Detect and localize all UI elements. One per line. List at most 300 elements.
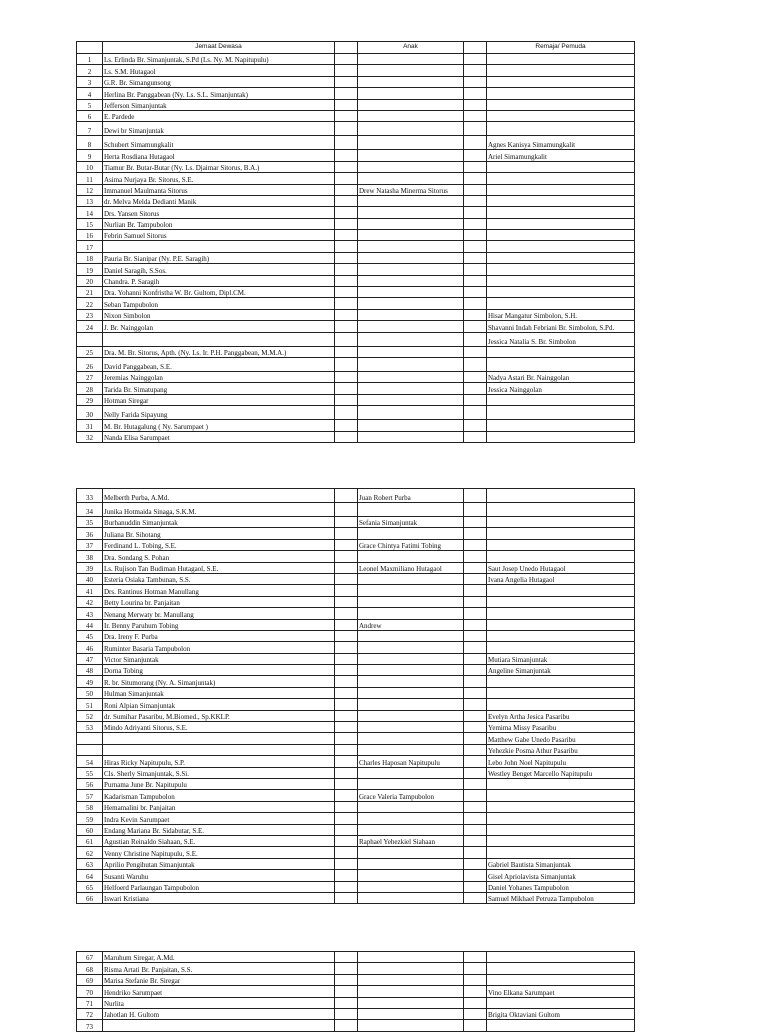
jemaat-dewasa-cell: Jefferson Simanjuntak (103, 99, 335, 110)
gap-cell (464, 88, 487, 99)
anak-cell (358, 241, 464, 252)
jemaat-dewasa-cell (103, 241, 335, 252)
remaja-pemuda-cell: Hisar Mangatur Simbolon, S.H. (487, 309, 635, 320)
table-row (77, 767, 635, 778)
row-number: 4 (77, 88, 103, 99)
table-row (77, 687, 635, 698)
table-row (77, 608, 635, 619)
gap-cell (464, 241, 487, 252)
jemaat-dewasa-cell: Dra. Yohanni Konfristha W. Br. Gultom, Dipl.CM. (103, 287, 335, 298)
table-row (77, 1020, 635, 1031)
jemaat-dewasa-cell (103, 733, 335, 744)
remaja-pemuda-cell (487, 65, 635, 76)
row-number: 63 (77, 858, 103, 869)
gap-cell (335, 630, 358, 641)
anak-cell (358, 252, 464, 263)
remaja-pemuda-cell (487, 539, 635, 550)
gap-cell (335, 264, 358, 275)
table-row (77, 371, 635, 382)
table-row (77, 230, 635, 241)
gap-cell (464, 551, 487, 562)
gap-cell (335, 65, 358, 76)
table-row (77, 952, 635, 963)
table-row (77, 1008, 635, 1019)
table-row (77, 881, 635, 892)
gap-cell (335, 122, 358, 136)
row-number: 30 (77, 406, 103, 420)
gap-cell (464, 275, 487, 286)
table-row (77, 298, 635, 309)
remaja-pemuda-cell (487, 161, 635, 172)
anak-cell (358, 503, 464, 517)
anak-cell: Raphael Yehezkiel Siahaan (358, 835, 464, 846)
gap-cell (335, 892, 358, 903)
anak-cell (358, 371, 464, 382)
jemaat-dewasa-cell: Marisa Stefanie Br. Siregar (103, 974, 335, 985)
remaja-pemuda-cell (487, 974, 635, 985)
remaja-pemuda-cell: Gabriel Bautista Simanjuntak (487, 858, 635, 869)
anak-cell: Drew Natasha Minerma Sitorus (358, 184, 464, 195)
table-row (77, 489, 635, 503)
header-jemaat-dewasa: Jemaat Dewasa (103, 42, 335, 54)
row-number: 2 (77, 65, 103, 76)
anak-cell (358, 1008, 464, 1019)
gap-cell (464, 298, 487, 309)
table-row (77, 744, 635, 755)
gap-cell (335, 997, 358, 1008)
jemaat-dewasa-cell: Dra. Sondang S. Pohan (103, 551, 335, 562)
jemaat-dewasa-cell: Junika Hotmaida Sinaga, S.K.M. (103, 503, 335, 517)
remaja-pemuda-cell (487, 687, 635, 698)
remaja-pemuda-cell (487, 699, 635, 710)
gap-cell (464, 974, 487, 985)
table-row (77, 997, 635, 1008)
jemaat-dewasa-cell: Victor Simanjuntak (103, 653, 335, 664)
anak-cell (358, 573, 464, 584)
row-number: 39 (77, 562, 103, 573)
anak-cell (358, 383, 464, 394)
gap-cell (335, 275, 358, 286)
jemaat-dewasa-cell: Juliana Br. Sihotang (103, 528, 335, 539)
remaja-pemuda-cell: Jessica Nainggolan (487, 383, 635, 394)
anak-cell (358, 733, 464, 744)
remaja-pemuda-cell (487, 287, 635, 298)
gap-cell (464, 54, 487, 65)
gap-cell (464, 676, 487, 687)
remaja-pemuda-cell (487, 619, 635, 630)
gap-cell (335, 371, 358, 382)
gap-cell (464, 76, 487, 87)
row-number: 69 (77, 974, 103, 985)
row-number: 43 (77, 608, 103, 619)
row-number: 17 (77, 241, 103, 252)
row-number: 45 (77, 630, 103, 641)
jemaat-dewasa-cell (103, 744, 335, 755)
jemaat-dewasa-cell: Ruminter Basaria Tampubolon (103, 642, 335, 653)
remaja-pemuda-cell (487, 357, 635, 371)
anak-cell (358, 813, 464, 824)
gap-cell (335, 835, 358, 846)
gap-cell (335, 88, 358, 99)
gap-cell (464, 357, 487, 371)
header-remaja-pemuda: Remaja/ Pemuda (487, 42, 635, 54)
table-row (77, 665, 635, 676)
table-row (77, 122, 635, 136)
row-number: 49 (77, 676, 103, 687)
jemaat-dewasa-cell: Ls. Rujison Tan Budiman Hutagaol, S.E. (103, 562, 335, 573)
row-number: 10 (77, 161, 103, 172)
row-number: 68 (77, 963, 103, 974)
remaja-pemuda-cell: Mutiara Simanjuntak (487, 653, 635, 664)
gap-cell (335, 394, 358, 405)
gap-cell (464, 963, 487, 974)
member-table-2 (76, 488, 635, 904)
table-row (77, 974, 635, 985)
row-number: 59 (77, 813, 103, 824)
anak-cell (358, 346, 464, 357)
table-row (77, 551, 635, 562)
gap-cell (335, 778, 358, 789)
anak-cell (358, 596, 464, 607)
gap-cell (464, 161, 487, 172)
remaja-pemuda-cell (487, 1020, 635, 1031)
jemaat-dewasa-cell: Jeremias Nainggolan (103, 371, 335, 382)
remaja-pemuda-cell: Shavanni Indah Febriani Br. Simbolon, S.Pd. (487, 321, 635, 332)
gap-cell (464, 870, 487, 881)
gap-cell (464, 881, 487, 892)
remaja-pemuda-cell (487, 99, 635, 110)
row-number: 11 (77, 173, 103, 184)
row-number: 37 (77, 539, 103, 550)
table-row (77, 88, 635, 99)
gap-cell (464, 619, 487, 630)
anak-cell (358, 88, 464, 99)
remaja-pemuda-cell (487, 406, 635, 420)
row-number: 71 (77, 997, 103, 1008)
row-number: 33 (77, 489, 103, 503)
gap-cell (464, 778, 487, 789)
gap-cell (464, 332, 487, 346)
jemaat-dewasa-cell: Tiamur Br. Butar-Butar (Ny. Ls. Djaimar Sitorus, B.A.) (103, 161, 335, 172)
row-number: 41 (77, 585, 103, 596)
gap-cell (464, 394, 487, 405)
remaja-pemuda-cell (487, 110, 635, 121)
jemaat-dewasa-cell: Aprilio Pengihutan Simanjuntak (103, 858, 335, 869)
row-number: 56 (77, 778, 103, 789)
gap-cell (464, 986, 487, 997)
row-number: 5 (77, 99, 103, 110)
table-row (77, 573, 635, 584)
table-row (77, 528, 635, 539)
gap-cell (464, 207, 487, 218)
jemaat-dewasa-cell: Asima Nurjaya Br. Sitorus, S.E. (103, 173, 335, 184)
table-row (77, 99, 635, 110)
gap-cell (464, 173, 487, 184)
gap-cell (335, 974, 358, 985)
gap-cell (464, 608, 487, 619)
row-number: 36 (77, 528, 103, 539)
jemaat-dewasa-cell: Febrin Samuel Sitorus (103, 230, 335, 241)
anak-cell (358, 406, 464, 420)
row-number: 29 (77, 394, 103, 405)
row-number: 55 (77, 767, 103, 778)
row-number: 52 (77, 710, 103, 721)
anak-cell (358, 332, 464, 346)
table-row (77, 332, 635, 346)
remaja-pemuda-cell (487, 230, 635, 241)
jemaat-dewasa-cell: Schubert Simamungkalit (103, 136, 335, 150)
table-row (77, 431, 635, 442)
gap-cell (335, 847, 358, 858)
row-number: 48 (77, 665, 103, 676)
anak-cell (358, 161, 464, 172)
anak-cell (358, 744, 464, 755)
anak-cell (358, 173, 464, 184)
anak-cell (358, 76, 464, 87)
row-number: 53 (77, 722, 103, 733)
remaja-pemuda-cell (487, 608, 635, 619)
jemaat-dewasa-cell: Ls. Erlinda Br. Simanjuntak, S.Pd (Ls. Ny. M. Napitupulu) (103, 54, 335, 65)
row-number: 38 (77, 551, 103, 562)
gap-cell (335, 287, 358, 298)
gap-cell (464, 744, 487, 755)
anak-cell (358, 892, 464, 903)
gap-cell (335, 489, 358, 503)
row-number: 32 (77, 431, 103, 442)
table-row (77, 835, 635, 846)
remaja-pemuda-cell (487, 122, 635, 136)
anak-cell (358, 150, 464, 161)
remaja-pemuda-cell (487, 528, 635, 539)
remaja-pemuda-cell (487, 835, 635, 846)
row-number: 13 (77, 195, 103, 206)
jemaat-dewasa-cell: Nelly Farida Sipayung (103, 406, 335, 420)
table-row (77, 619, 635, 630)
table-row (77, 195, 635, 206)
gap-cell (464, 431, 487, 442)
remaja-pemuda-cell (487, 517, 635, 528)
anak-cell (358, 99, 464, 110)
table-row (77, 710, 635, 721)
jemaat-dewasa-cell: Pauria Br. Sianipar (Ny. P.E. Saragih) (103, 252, 335, 263)
gap-cell (335, 710, 358, 721)
anak-cell (358, 870, 464, 881)
anak-cell (358, 207, 464, 218)
gap-cell (335, 870, 358, 881)
jemaat-dewasa-cell: J. Br. Nainggolan (103, 321, 335, 332)
jemaat-dewasa-cell: Susanti Waruhu (103, 870, 335, 881)
row-number: 72 (77, 1008, 103, 1019)
gap-cell (335, 136, 358, 150)
anak-cell (358, 665, 464, 676)
table-header-row (77, 42, 635, 54)
gap-cell (464, 252, 487, 263)
anak-cell (358, 230, 464, 241)
gap-cell (464, 136, 487, 150)
gap-cell (464, 596, 487, 607)
jemaat-dewasa-cell: Herta Rosdiana Hutagaol (103, 150, 335, 161)
table-row (77, 870, 635, 881)
remaja-pemuda-cell: Samuel Mikhael Petruza Tampubolon (487, 892, 635, 903)
jemaat-dewasa-cell: Hendriko Sarumpaet (103, 986, 335, 997)
row-number: 66 (77, 892, 103, 903)
jemaat-dewasa-cell: Ir. Benny Paruhum Tobing (103, 619, 335, 630)
row-number: 50 (77, 687, 103, 698)
remaja-pemuda-cell (487, 88, 635, 99)
row-number: 1 (77, 54, 103, 65)
anak-cell (358, 687, 464, 698)
gap-cell (464, 1008, 487, 1019)
remaja-pemuda-cell (487, 847, 635, 858)
remaja-pemuda-cell (487, 642, 635, 653)
gap-cell (335, 230, 358, 241)
gap-cell (335, 963, 358, 974)
gap-cell (464, 573, 487, 584)
row-number: 57 (77, 790, 103, 801)
table-row (77, 150, 635, 161)
jemaat-dewasa-cell: Dra. Ireny F. Purba (103, 630, 335, 641)
jemaat-dewasa-cell: Nenang Merwaty br. Manullang (103, 608, 335, 619)
remaja-pemuda-cell (487, 630, 635, 641)
gap-cell (464, 230, 487, 241)
remaja-pemuda-cell (487, 596, 635, 607)
gap-cell (335, 99, 358, 110)
anak-cell (358, 309, 464, 320)
row-number: 20 (77, 275, 103, 286)
gap-cell (464, 710, 487, 721)
header-anak: Anak (358, 42, 464, 54)
remaja-pemuda-cell (487, 431, 635, 442)
row-number: 16 (77, 230, 103, 241)
table-row (77, 383, 635, 394)
table-row (77, 562, 635, 573)
table-row (77, 722, 635, 733)
row-number: 27 (77, 371, 103, 382)
anak-cell: Charles Haposan Napitupulu (358, 756, 464, 767)
row-number: 8 (77, 136, 103, 150)
row-number (77, 332, 103, 346)
jemaat-dewasa-cell (103, 1020, 335, 1031)
header-number (77, 42, 103, 54)
gap-cell (335, 665, 358, 676)
gap-cell (464, 997, 487, 1008)
row-number: 24 (77, 321, 103, 332)
gap-cell (335, 562, 358, 573)
gap-cell (335, 1020, 358, 1031)
jemaat-dewasa-cell: Hulman Simanjuntak (103, 687, 335, 698)
row-number: 9 (77, 150, 103, 161)
gap-cell (335, 332, 358, 346)
anak-cell (358, 642, 464, 653)
jemaat-dewasa-cell: Purnama June Br. Napitupulu (103, 778, 335, 789)
anak-cell: Leonel Maxmiliano Hutagaol (358, 562, 464, 573)
remaja-pemuda-cell: Yehezkie Posma Athur Pasaribu (487, 744, 635, 755)
gap-cell (335, 790, 358, 801)
remaja-pemuda-cell (487, 420, 635, 431)
jemaat-dewasa-cell: Melberth Purba, A.Md. (103, 489, 335, 503)
gap-cell (335, 642, 358, 653)
row-number: 21 (77, 287, 103, 298)
remaja-pemuda-cell (487, 264, 635, 275)
gap-cell (464, 585, 487, 596)
anak-cell (358, 608, 464, 619)
jemaat-dewasa-cell: David Panggabean, S.E. (103, 357, 335, 371)
remaja-pemuda-cell: Brigita Oktaviani Gultom (487, 1008, 635, 1019)
gap-cell (464, 406, 487, 420)
row-number: 64 (77, 870, 103, 881)
gap-cell (464, 65, 487, 76)
gap-cell (335, 687, 358, 698)
row-number: 7 (77, 122, 103, 136)
gap-cell (335, 173, 358, 184)
remaja-pemuda-cell (487, 252, 635, 263)
remaja-pemuda-cell: Vino Elkana Sarumpaet (487, 986, 635, 997)
gap-cell (335, 54, 358, 65)
jemaat-dewasa-cell: Nurlita (103, 997, 335, 1008)
anak-cell (358, 431, 464, 442)
table-row (77, 241, 635, 252)
table-row (77, 264, 635, 275)
anak-cell (358, 585, 464, 596)
table-row (77, 986, 635, 997)
anak-cell (358, 122, 464, 136)
anak-cell (358, 858, 464, 869)
jemaat-dewasa-cell: Endang Mariana Br. Sidabutar, S.E. (103, 824, 335, 835)
anak-cell (358, 54, 464, 65)
anak-cell (358, 1020, 464, 1031)
gap-cell (335, 952, 358, 963)
jemaat-dewasa-cell: Hiras Ricky Napitupulu, S.P. (103, 756, 335, 767)
table-row (77, 136, 635, 150)
anak-cell (358, 974, 464, 985)
gap-cell (335, 619, 358, 630)
table-row (77, 161, 635, 172)
gap-cell (335, 517, 358, 528)
gap-cell (335, 195, 358, 206)
anak-cell (358, 801, 464, 812)
remaja-pemuda-cell (487, 173, 635, 184)
table-row (77, 517, 635, 528)
row-number: 25 (77, 346, 103, 357)
gap-cell (335, 722, 358, 733)
table-row (77, 309, 635, 320)
remaja-pemuda-cell (487, 241, 635, 252)
gap-cell (335, 150, 358, 161)
jemaat-dewasa-cell: Agustian Reinaldo Siahaan, S.E. (103, 835, 335, 846)
anak-cell (358, 420, 464, 431)
row-number: 70 (77, 986, 103, 997)
gap-cell (464, 150, 487, 161)
gap-cell (335, 207, 358, 218)
remaja-pemuda-cell (487, 790, 635, 801)
anak-cell: Juan Robert Purba (358, 489, 464, 503)
gap-cell (464, 801, 487, 812)
remaja-pemuda-cell (487, 952, 635, 963)
remaja-pemuda-cell (487, 184, 635, 195)
jemaat-dewasa-cell: Hotman Siregar (103, 394, 335, 405)
jemaat-dewasa-cell: Drs. Yansen Sitorus (103, 207, 335, 218)
gap-cell (335, 676, 358, 687)
gap-cell (335, 218, 358, 229)
jemaat-dewasa-cell: Esteria Osiaka Tambunan, S.S. (103, 573, 335, 584)
anak-cell (358, 264, 464, 275)
row-number (77, 744, 103, 755)
gap-cell (335, 744, 358, 755)
remaja-pemuda-cell: Evelyn Artha Jesica Pasaribu (487, 710, 635, 721)
jemaat-dewasa-cell: R. br. Situmorang (Ny. A. Simanjuntak) (103, 676, 335, 687)
table-row (77, 321, 635, 332)
anak-cell (358, 676, 464, 687)
